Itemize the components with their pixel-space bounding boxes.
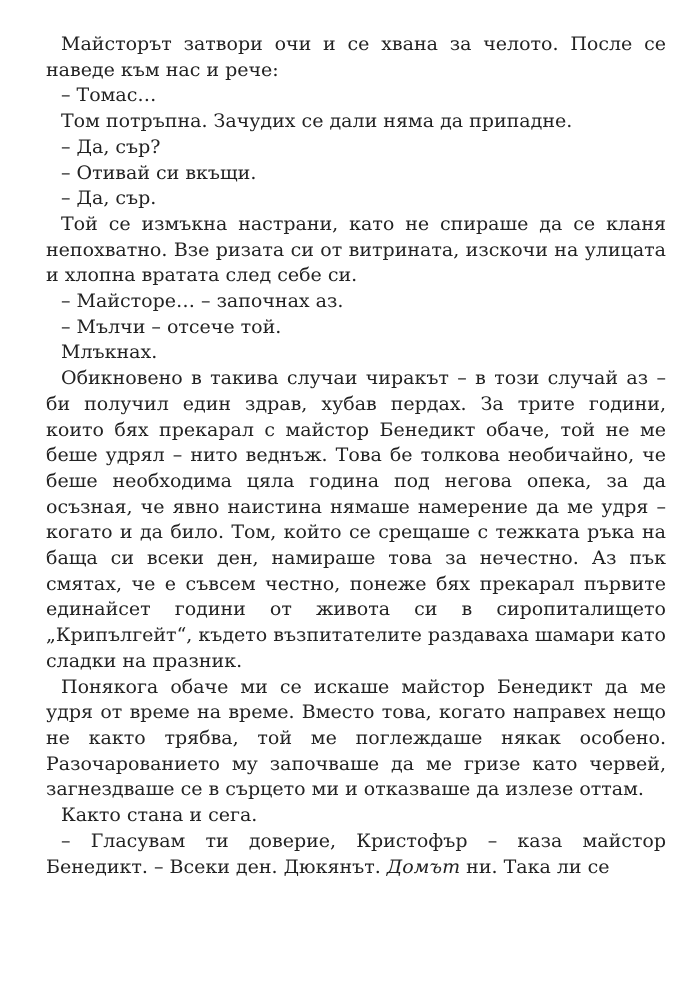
paragraph: – Майсторе… – започнах аз. [61,290,344,313]
paragraph: – Да, сър? [61,135,161,158]
text-run: – Гласувам ти доверие, Кристофър – каза майстор Бенедикт. – Всеки ден. Дюкянът. [46,829,666,878]
paragraph: Както стана и сега. [61,804,258,827]
paragraph: – Томас… [61,84,157,107]
paragraph: Понякога обаче ми се искаше майстор Бенедикт да ме удря от време на време. Вместо това, когато направех нещо не както трябва, той ме поглеждаше някак особено. Разочарованието му започваше да ме гризе като червей, загнездваше се в сърцето ми и отказваше да излезе оттам. [46,675,666,801]
paragraph: – Мълчи – отсече той. [61,315,282,338]
text-run: ни. Така ли се [460,855,610,878]
page-text [46,32,666,880]
paragraph: Той се измъкна настрани, като не спираше да се кланя непохватно. Взе ризата си от витрината, изскочи на улицата и хлопна вратата след себе си. [46,212,666,287]
paragraph: Майсторът затвори очи и се хвана за челото. После се наведе към нас и рече: [46,33,666,81]
paragraph: – Отивай си вкъщи. [61,161,257,184]
italic-text-run: Домът [386,855,461,878]
paragraph: Обикновено в такива случаи чиракът – в този случай аз – би получил един здрав, хубав пердах. За трите години, които бях прекарал с майстор Бенедикт обаче, той не ме беше удрял – нито веднъж. Това бе толкова необичайно, че беше необходима цяла година под негова опека, за да осъзная, че явно наистина нямаше намерение да ме удря – когато и да било. Том, който се срещаше с тежката ръка на баща си всеки ден, намираше това за нечестно. Аз пък смятах, че е съвсем честно, понеже бях прекарал първите единайсет години от живота си в сиропиталището „Крипългейт“, където възпитателите раздаваха шамари като сладки на празник. [46,367,666,672]
paragraph: – Да, сър. [61,187,157,210]
paragraph-last [46,829,666,880]
paragraph: Том потръпна. Зачудих се дали няма да припадне. [61,110,573,133]
paragraph: Млъкнах. [61,341,158,364]
